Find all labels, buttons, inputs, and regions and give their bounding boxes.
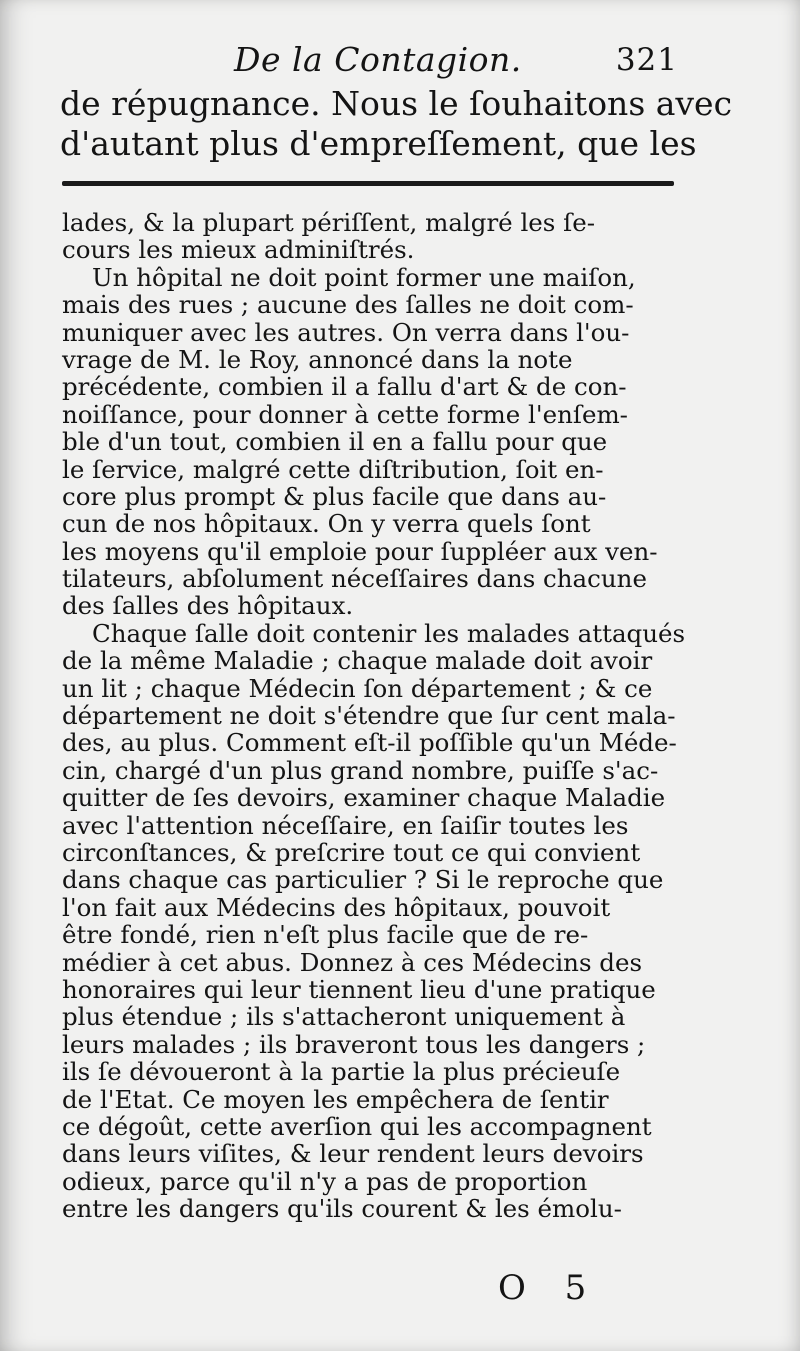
running-title: De la Contagion. <box>234 40 522 79</box>
text-line: odieux, parce qu'il n'y a pas de proportion <box>62 1166 588 1196</box>
signature-mark: O 5 <box>498 1268 601 1308</box>
text-line: le ſervice, malgré cette diſtribution, ſoit en- <box>62 454 604 484</box>
text-line: Un hôpital ne doit point former une maiſon, <box>92 262 636 292</box>
text-line: muniquer avec les autres. On verra dans l'ou- <box>62 317 630 347</box>
text-line: lades, & la plupart périſſent, malgré les ſe- <box>62 208 595 237</box>
text-line: circonſtances, & preſcrire tout ce qui convient <box>62 837 641 867</box>
page-header <box>64 38 684 88</box>
text-line: entre les dangers qu'ils courent & les émolu- <box>62 1194 622 1224</box>
text-line: avec l'attention néceſſaire, en ſaiſir toutes les <box>62 810 629 840</box>
text-line: core plus prompt & plus facile que dans au- <box>62 481 607 511</box>
text-line: ble d'un tout, combien il en a fallu pour que <box>62 427 608 457</box>
text-line: tilateurs, abſolument néceſſaires dans chacune <box>62 564 647 594</box>
text-line: cin, chargé d'un plus grand nombre, puiſſe s'ac- <box>62 755 659 785</box>
text-line: de répugnance. Nous le ſouhaitons avec <box>60 84 733 123</box>
text-line: de l'Etat. Ce moyen les empêchera de ſentir <box>62 1084 609 1114</box>
text-line: ce dégoût, cette averſion qui les accompagnent <box>62 1111 652 1141</box>
text-line: des ſalles des hôpitaux. <box>62 591 354 621</box>
text-line: quitter de ſes devoirs, examiner chaque Maladie <box>62 783 666 813</box>
text-line: Chaque ſalle doit contenir les malades attaqués <box>92 618 686 648</box>
body-text <box>62 209 692 1222</box>
text-line: dans chaque cas particulier ? Si le reproche que <box>62 865 664 895</box>
text-line: noiſſance, pour donner à cette forme l'enſem- <box>62 399 628 429</box>
text-line: être fondé, rien n'eſt plus facile que de re- <box>62 920 589 950</box>
text-line: de la même Maladie ; chaque malade doit avoir <box>62 646 653 676</box>
text-line: honoraires qui leur tiennent lieu d'une pratique <box>62 974 656 1004</box>
text-line: cours les mieux adminiſtrés. <box>62 235 415 265</box>
text-line: mais des rues ; aucune des ſalles ne doit com- <box>62 290 634 320</box>
text-line: leurs malades ; ils braveront tous les dangers ; <box>62 1029 646 1059</box>
text-line: ils ſe dévoueront à la partie la plus précieuſe <box>62 1057 621 1087</box>
text-line: précédente, combien il a fallu d'art & de con- <box>62 372 627 402</box>
page-number: 321 <box>615 42 678 78</box>
text-line: dans leurs viſites, & leur rendent leurs devoirs <box>62 1139 644 1169</box>
bleed-through-lines <box>60 84 733 164</box>
text-line: des, au plus. Comment eſt-il poſſible qu'un Méde- <box>62 728 677 758</box>
text-line: l'on fait aux Médecins des hôpitaux, pouvoit <box>62 892 611 922</box>
horizontal-rule <box>62 181 674 186</box>
text-line: plus étendue ; ils s'attacheront uniquement à <box>62 1002 626 1032</box>
text-line: médier à cet abus. Donnez à ces Médecins des <box>62 947 643 977</box>
text-line: les moyens qu'il emploie pour ſuppléer aux ven- <box>62 536 658 566</box>
text-line: d'autant plus d'empreſſement, que les <box>60 124 697 163</box>
text-line: département ne doit s'étendre que ſur cent mala- <box>62 701 676 731</box>
text-line: cun de nos hôpitaux. On y verra quels ſont <box>62 509 591 539</box>
text-line: vrage de M. le Roy, annoncé dans la note <box>62 344 573 374</box>
text-line: un lit ; chaque Médecin ſon département ; & ce <box>62 673 653 703</box>
